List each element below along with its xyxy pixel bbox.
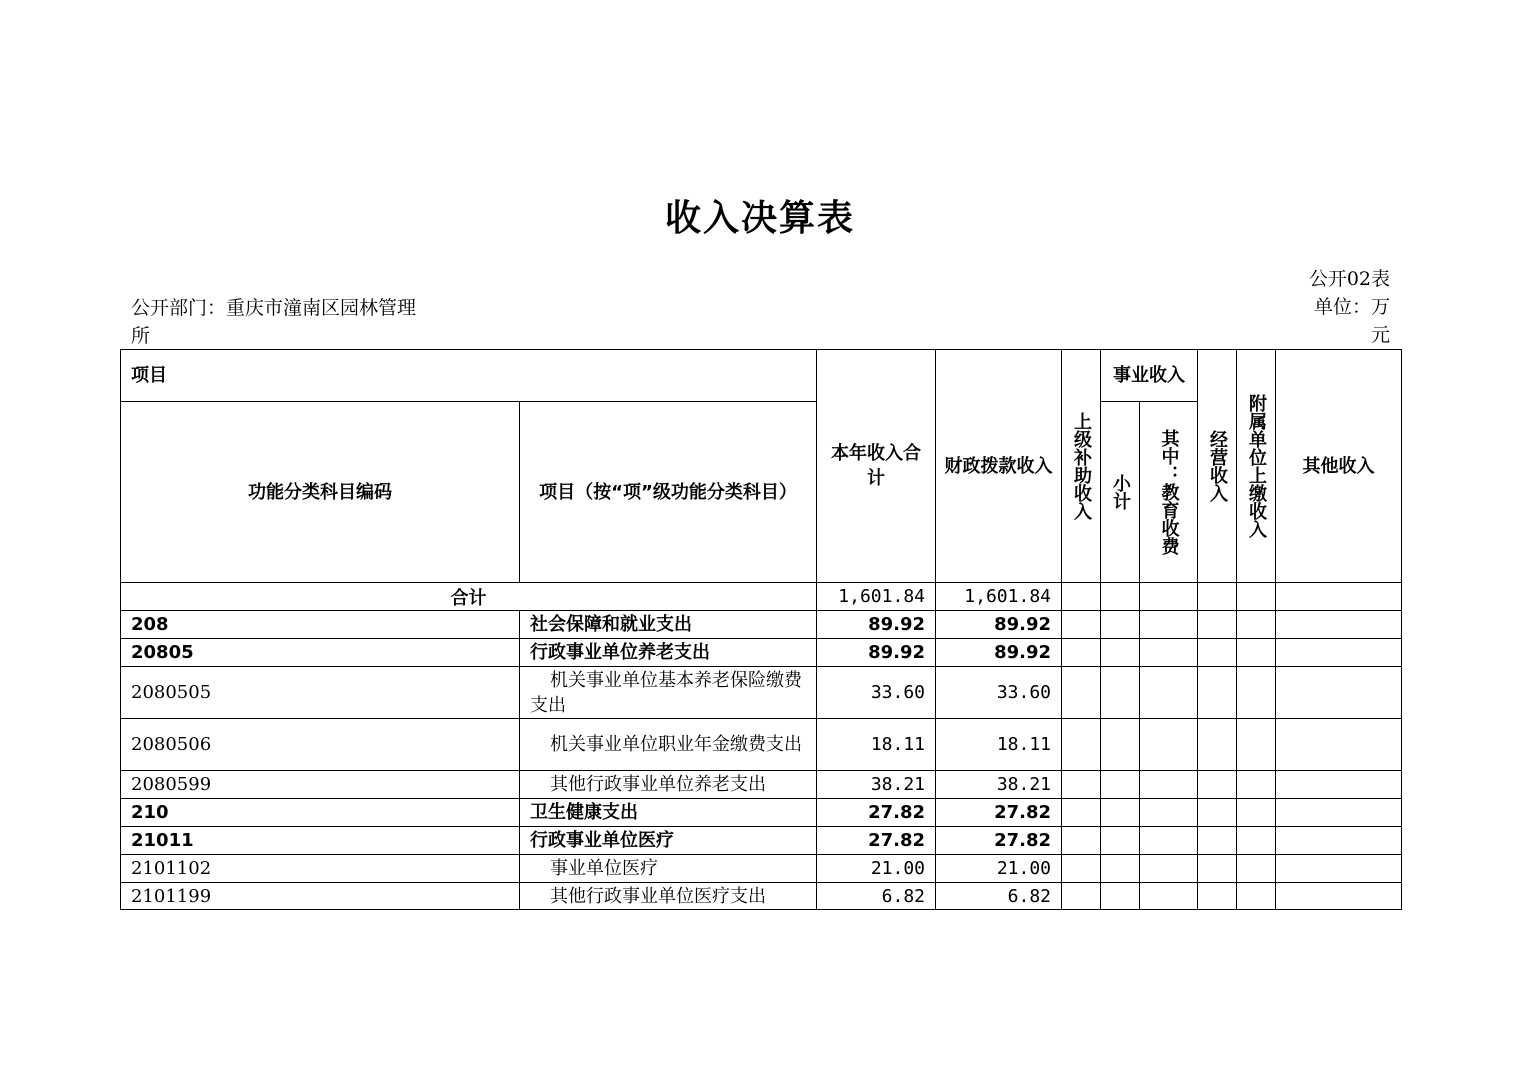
table-row xyxy=(121,639,1402,667)
row-name: 其他行政事业单位养老支出 xyxy=(520,771,817,799)
row-code: 20805 xyxy=(121,639,520,667)
row-name: 社会保障和就业支出 xyxy=(520,611,817,639)
header-operating: 经营收入 xyxy=(1198,350,1237,583)
row-code: 2080505 xyxy=(121,667,520,719)
table-row xyxy=(121,667,1402,719)
header-business: 事业收入 xyxy=(1101,350,1198,402)
header-func-code: 功能分类科目编码 xyxy=(121,402,520,583)
header-project: 项目 xyxy=(121,350,817,402)
row-code: 21011 xyxy=(121,827,520,855)
row-annual: 21.00 xyxy=(817,855,936,883)
row-code: 2080506 xyxy=(121,719,520,771)
row-code: 210 xyxy=(121,799,520,827)
row-code: 208 xyxy=(121,611,520,639)
row-name: 机关事业单位基本养老保险缴费支出 xyxy=(520,667,817,719)
header-superior: 上级补助收入 xyxy=(1062,350,1101,583)
form-meta xyxy=(1280,265,1390,349)
department-label xyxy=(131,294,476,350)
row-name: 行政事业单位养老支出 xyxy=(520,639,817,667)
row-name: 其他行政事业单位医疗支出 xyxy=(520,883,817,910)
row-fiscal: 38.21 xyxy=(936,771,1062,799)
table-row xyxy=(121,855,1402,883)
page-title: 收入决算表 xyxy=(664,198,855,239)
row-fiscal: 33.60 xyxy=(936,667,1062,719)
row-code: 2101102 xyxy=(121,855,520,883)
header-affiliated: 附属单位上缴收入 xyxy=(1237,350,1276,583)
row-annual: 18.11 xyxy=(817,719,936,771)
total-fiscal: 1,601.84 xyxy=(936,583,1062,611)
row-code: 2080599 xyxy=(121,771,520,799)
row-fiscal: 27.82 xyxy=(936,799,1062,827)
table-row xyxy=(121,719,1402,771)
row-fiscal: 89.92 xyxy=(936,639,1062,667)
row-fiscal: 18.11 xyxy=(936,719,1062,771)
row-annual: 6.82 xyxy=(817,883,936,910)
table-row xyxy=(121,771,1402,799)
header-other: 其他收入 xyxy=(1276,350,1402,583)
row-fiscal: 21.00 xyxy=(936,855,1062,883)
header-subtotal: 小计 xyxy=(1101,402,1140,583)
row-fiscal: 89.92 xyxy=(936,611,1062,639)
row-fiscal: 6.82 xyxy=(936,883,1062,910)
department-line-1: 公开部门：重庆市潼南区园林管理 xyxy=(131,297,417,319)
unit-label xyxy=(1298,293,1390,349)
table-row xyxy=(121,799,1402,827)
department-line-2: 所 xyxy=(131,325,151,347)
header-fiscal: 财政拨款收入 xyxy=(936,350,1062,583)
row-name: 行政事业单位医疗 xyxy=(520,827,817,855)
header-item-name: 项目（按“项”级功能分类科目） xyxy=(520,402,817,583)
row-name: 机关事业单位职业年金缴费支出 xyxy=(520,719,817,771)
header-edu-fee: 其中：教育收费 xyxy=(1140,402,1198,583)
header-annual-total: 本年收入合计 xyxy=(817,350,936,583)
unit-line-1: 单位：万 xyxy=(1313,296,1390,318)
row-annual: 38.21 xyxy=(817,771,936,799)
table-row xyxy=(121,827,1402,855)
income-table xyxy=(120,349,1402,910)
table-row xyxy=(121,883,1402,910)
table-row-total xyxy=(121,583,1402,611)
row-annual: 89.92 xyxy=(817,639,936,667)
row-name: 卫生健康支出 xyxy=(520,799,817,827)
total-label: 合计 xyxy=(121,583,817,611)
row-name: 事业单位医疗 xyxy=(520,855,817,883)
form-number: 公开02表 xyxy=(1308,268,1390,290)
unit-line-2: 元 xyxy=(1370,324,1390,346)
row-annual: 27.82 xyxy=(817,827,936,855)
row-code: 2101199 xyxy=(121,883,520,910)
row-annual: 27.82 xyxy=(817,799,936,827)
total-annual: 1,601.84 xyxy=(817,583,936,611)
row-fiscal: 27.82 xyxy=(936,827,1062,855)
table-row xyxy=(121,611,1402,639)
row-annual: 33.60 xyxy=(817,667,936,719)
row-annual: 89.92 xyxy=(817,611,936,639)
